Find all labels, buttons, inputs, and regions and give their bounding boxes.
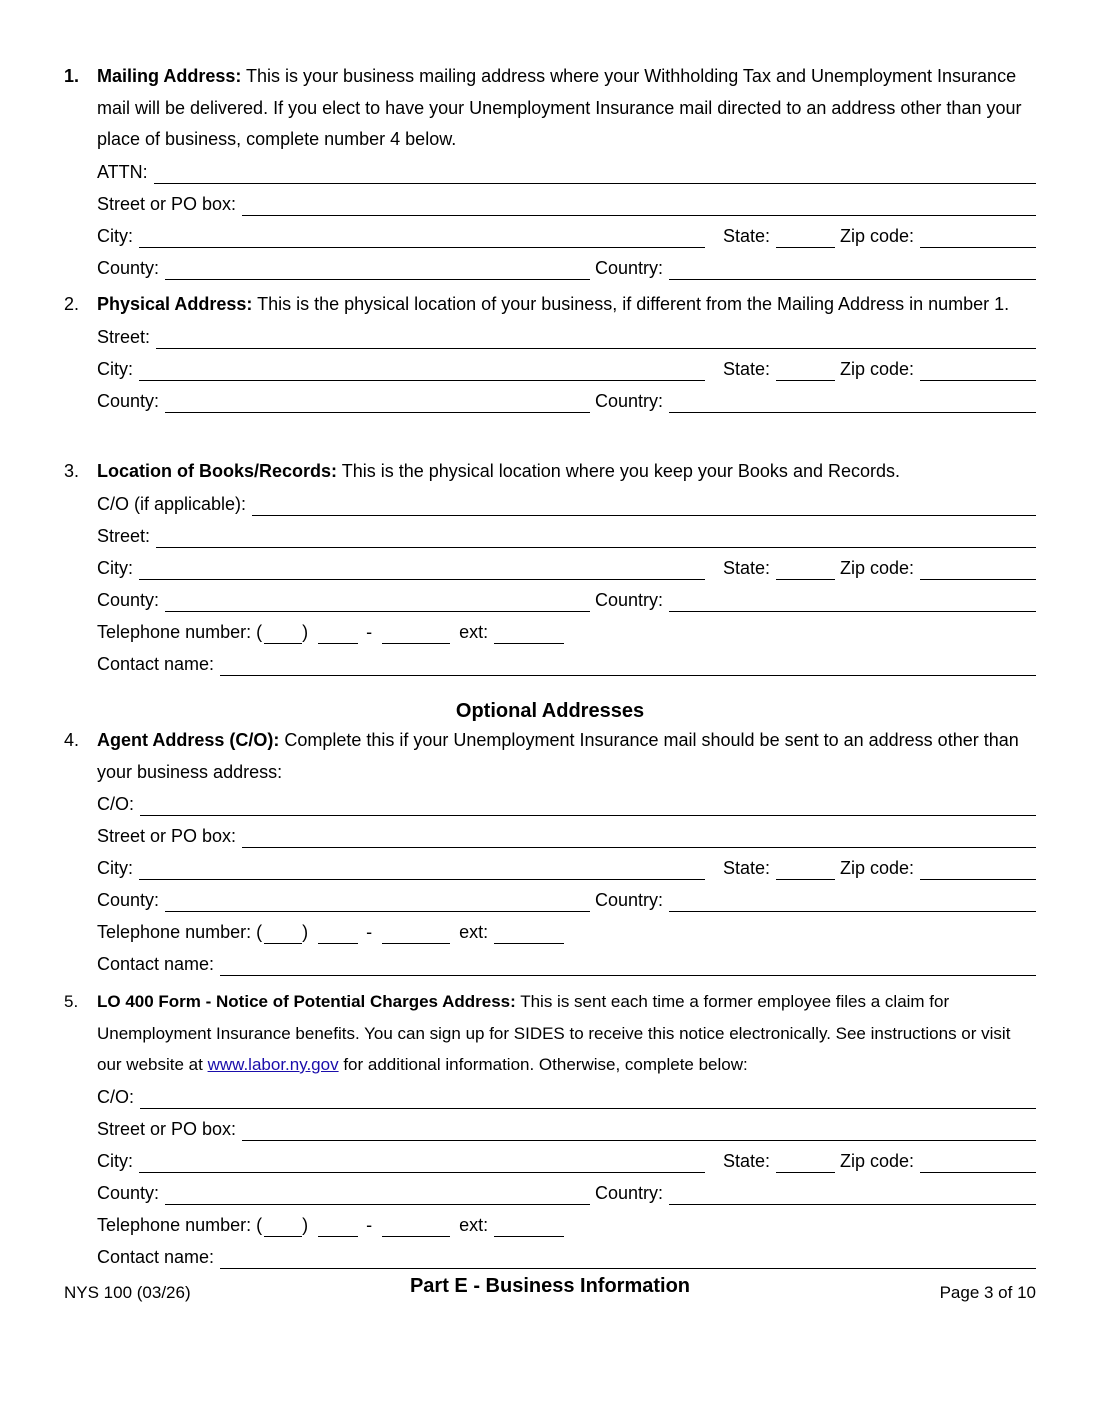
part-e-heading: Part E - Business Information [409,1275,691,1297]
county-label: County: [97,257,160,278]
area-code-field[interactable] [264,636,302,644]
section-5-heading [64,986,1036,1081]
co-line [97,488,1036,520]
country-label: Country: [595,1182,664,1203]
street-field[interactable] [242,214,1036,216]
ext-label: ext: [459,621,489,642]
section-1-heading [64,61,1036,156]
section-lo400-address [64,986,1036,1273]
paren-close: ) [302,922,309,942]
telephone-line [97,616,1036,648]
co-label: C/O: [97,1086,135,1107]
street-label: Street or PO box: [97,1118,237,1139]
contact-label: Contact name: [97,954,215,974]
section-number: 1. [64,66,80,86]
zip-field[interactable] [920,246,1036,248]
phone-line-field[interactable] [382,636,450,644]
city-label: City: [97,358,133,379]
telephone-line [97,916,1036,948]
phone-prefix-field[interactable] [318,636,358,644]
street-line [97,820,1036,852]
city-field[interactable] [139,1171,705,1173]
co-field[interactable] [140,814,1036,816]
city-label: City: [97,557,133,578]
state-field[interactable] [776,379,835,381]
section-3-heading [64,456,1036,488]
section-4-heading [64,725,1036,788]
ext-field[interactable] [494,936,564,944]
street-line [97,321,1036,353]
street-label: Street or PO box: [97,193,237,214]
city-state-zip-line [97,353,1036,385]
section-number: 3. [64,461,80,481]
zip-label: Zip code: [840,358,915,379]
phone-dash: - [366,621,373,642]
form-id-footer: NYS 100 (03/26) [64,1283,191,1302]
state-label: State: [723,225,771,246]
section-number: 2. [64,294,80,314]
area-code-field[interactable] [264,936,302,944]
phone-line-field[interactable] [382,936,450,944]
ext-label: ext: [459,1214,489,1235]
city-field[interactable] [139,246,705,248]
contact-field[interactable] [220,1267,1036,1269]
contact-label: Contact name: [97,1246,215,1267]
country-field[interactable] [669,278,1036,280]
phone-line-field[interactable] [382,1229,450,1237]
city-label: City: [97,858,133,878]
county-label: County: [97,589,160,610]
ext-label: ext: [459,922,489,942]
country-field[interactable] [669,910,1036,912]
phone-prefix-field[interactable] [318,936,358,944]
city-label: City: [97,225,133,246]
section-title: Mailing Address: [97,66,242,86]
paren-close: ) [302,621,309,642]
telephone-label: Telephone number: ( [97,922,263,942]
street-label: Street or PO box: [97,826,237,846]
telephone-label: Telephone number: ( [97,1214,263,1235]
section-description: This is the physical location where you keep your Books and Records. [337,461,900,481]
section-title: LO 400 Form - Notice of Potential Charges Address: [97,992,516,1011]
street-label: Street: [97,326,151,347]
country-label: Country: [595,257,664,278]
labor-website-link[interactable]: www.labor.ny.gov [207,1055,339,1074]
section-description-end: for additional information. Otherwise, complete below: [338,1055,748,1074]
contact-label: Contact name: [97,653,215,674]
zip-label: Zip code: [840,557,915,578]
street-label: Street: [97,525,151,546]
section-books-records [64,456,1036,680]
attn-field[interactable] [154,182,1036,184]
phone-dash: - [366,922,373,942]
city-field[interactable] [139,379,705,381]
state-label: State: [723,358,771,379]
country-field[interactable] [669,1203,1036,1205]
county-country-line [97,584,1036,616]
state-field[interactable] [776,1171,835,1173]
city-field[interactable] [139,878,705,880]
contact-line [97,948,1036,980]
contact-line [97,1241,1036,1273]
country-field[interactable] [669,411,1036,413]
telephone-line [97,1209,1036,1241]
section-title: Location of Books/Records: [97,461,338,481]
telephone-label: Telephone number: ( [97,621,263,642]
section-2-heading [64,289,1036,321]
county-field[interactable] [165,910,590,912]
contact-line [97,648,1036,680]
country-label: Country: [595,589,664,610]
street-field[interactable] [156,546,1036,548]
state-field[interactable] [776,246,835,248]
county-country-line [97,884,1036,916]
co-line [97,788,1036,820]
area-code-field[interactable] [264,1229,302,1237]
contact-field[interactable] [220,974,1036,976]
city-field[interactable] [139,578,705,580]
state-field[interactable] [776,578,835,580]
county-label: County: [97,890,160,910]
co-label: C/O: [97,794,135,814]
zip-field[interactable] [920,578,1036,580]
section-title: Agent Address (C/O): [97,730,280,750]
section-title: Physical Address: [97,294,253,314]
zip-field[interactable] [920,878,1036,880]
optional-addresses-heading: Optional Addresses [455,700,645,722]
section-physical-address [64,289,1036,417]
county-country-line [97,1177,1036,1209]
section-description: Complete this if your Unemployment Insurance mail should be sent to an address other than your business address: [97,730,1019,782]
county-label: County: [97,1182,160,1203]
state-field[interactable] [776,878,835,880]
attn-label: ATTN: [97,161,148,182]
country-label: Country: [595,390,664,411]
state-label: State: [723,858,771,878]
phone-dash: - [366,1214,373,1235]
city-state-zip-line [97,1145,1036,1177]
county-field[interactable] [165,278,590,280]
section-mailing-address [64,61,1036,284]
city-label: City: [97,1150,133,1171]
ext-field[interactable] [494,1229,564,1237]
section-agent-address [64,725,1036,980]
street-line [97,188,1036,220]
zip-label: Zip code: [840,858,915,878]
phone-prefix-field[interactable] [318,1229,358,1237]
paren-close: ) [302,1214,309,1235]
city-state-zip-line [97,852,1036,884]
co-line [97,1081,1036,1113]
street-line [97,1113,1036,1145]
zip-label: Zip code: [840,1150,915,1171]
section-description: This is sent each time a former employee files a claim for Unemployment Insurance benefits. You can sign up for SIDES to receive this notice electronically. See instructions or visit our website at [97,992,1011,1074]
state-label: State: [723,557,771,578]
county-label: County: [97,390,160,411]
street-field[interactable] [242,846,1036,848]
city-state-zip-line [97,220,1036,252]
co-field[interactable] [140,1107,1036,1109]
ext-field[interactable] [494,636,564,644]
county-field[interactable] [165,411,590,413]
street-field[interactable] [242,1139,1036,1141]
county-field[interactable] [165,610,590,612]
section-number: 5. [64,992,79,1011]
county-field[interactable] [165,1203,590,1205]
street-line [97,520,1036,552]
contact-field[interactable] [220,674,1036,676]
county-country-line [97,385,1036,417]
zip-field[interactable] [920,1171,1036,1173]
attn-line [97,156,1036,188]
co-field[interactable] [252,514,1036,516]
county-country-line [97,252,1036,284]
section-description: This is the physical location of your business, if different from the Mailing Address in number 1. [252,294,1010,314]
state-label: State: [723,1150,771,1171]
city-state-zip-line [97,552,1036,584]
co-label: C/O (if applicable): [97,493,247,514]
section-number: 4. [64,730,80,750]
country-field[interactable] [669,610,1036,612]
section-description: This is your business mailing address where your Withholding Tax and Unemployment Insurance mail will be delivered. If you elect to have your Unemployment Insurance mail directed to an address other than your place of business, complete number 4 below. [97,66,1022,149]
page-number-footer: Page 3 of 10 [939,1283,1036,1302]
zip-field[interactable] [920,379,1036,381]
country-label: Country: [595,890,664,910]
zip-label: Zip code: [840,225,915,246]
street-field[interactable] [156,347,1036,349]
